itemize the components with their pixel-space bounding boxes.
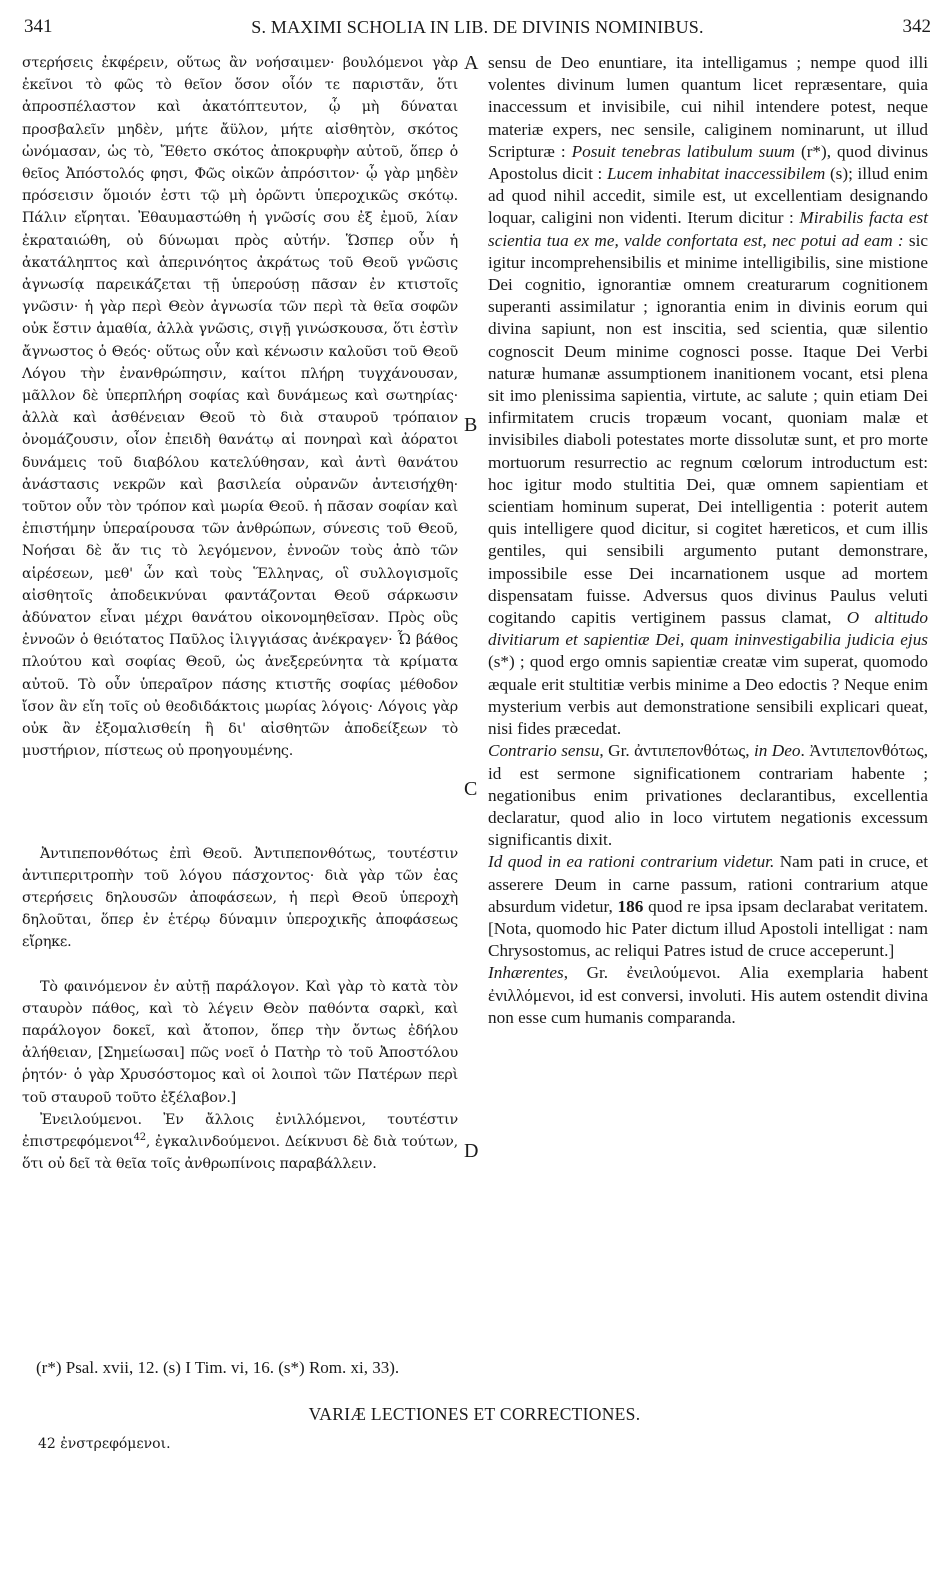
greek-paragraph-4 — [22, 1109, 458, 1176]
latin-paragraph-1 — [488, 52, 928, 740]
running-title: S. MAXIMI SCHOLIA IN LIB. DE DIVINIS NOMINIBUS. — [251, 17, 704, 37]
lemma: Contrario sensu — [488, 741, 600, 761]
latin-text: sensu de Deo enuntiare, ita intelligamus ; nempe quod illi volentes divinum lumen quantum licet repræsentare, quia inaccessum et invisibile, cui nihil intendere potest, neque materiæ expers, nec sensile, caliginem nominarunt, ut illud Scripturæ : — [488, 53, 928, 161]
latin-paragraph-3 — [488, 851, 928, 962]
footnote-references: (r*) Psal. xvii, 12. (s) I Tim. vi, 16. (s*) Rom. xi, 33). — [36, 1358, 400, 1377]
margin-letter-b: B — [464, 414, 478, 436]
page-number-right: 342 — [902, 16, 931, 37]
margin-letter-a: A — [464, 52, 479, 74]
latin-paragraph-2 — [488, 740, 928, 851]
latin-paragraph-4 — [488, 962, 928, 1029]
column-gap — [22, 954, 458, 976]
lemma: Id quod in ea rationi contrarium videtur. — [488, 852, 775, 872]
latin-quote: Lucem inhabitat inaccessibilem — [606, 164, 826, 184]
footnote-marker: 42 — [133, 1132, 146, 1144]
section-heading: VARIÆ LECTIONES ET CORRECTIONES. — [308, 1404, 641, 1424]
latin-quote: O altitudo divitiarum et sapientiæ Dei, quam ininvestigabilia judicia ejus — [488, 608, 929, 650]
margin-letter-d: D — [464, 1140, 479, 1162]
latin-text: sic igitur incomprehensibilis et minime intelligibilis, sine mistione Dei cognitio, ignorantiæ omnem creaturarum cognitionem superanti assimilatur ; ignorantia enim in divinis eorum qui divina sapiunt, non est inscitia, sed scientia, quæ silentio cognoscit Deum minime cognosci posse. Itaque Dei Verbi naturæ humanæ assumptionem inanitionem vocant, etsi plena sit imo plenissima sapientia, virtute, ac salute ; quin etiam Dei infirmitatem crucis tropæum vocant, quoniam malæ et invisibiles diaboli potestates morte dissolutæ sunt, et pro morte mortuorum resurrectio ac regnum cœlorum introductum est: hoc igitur modo stultitia Dei, quæ omnem sapientiam et scientiam hominum superat, Dei intelligentia : poterit autem quis intelligere quod dicitur, si cogitet hæreticos, et cum illis gentiles, qui sensibili argumento putant demonstrare, impossibile esse Dei incarnationem usque ad mortem dispensatam fuisse. Adversus quos divinus Paulus veluti cogitando capitis vertiginem passus clamat, — [488, 230, 929, 628]
latin-text: (s); illud enim ad quod nihil accedit, simile est, ut excellentiam designando loquar, caligini non videnti. Iterum dicitur : — [488, 164, 929, 228]
greek-column — [22, 52, 458, 1175]
greek-text: , ἐγκαλινδούμενοι. Δείκνυσι δὲ διὰ τούτων, ὅτι οὐ δεῖ τὰ θεῖα τοῖς ἀνθρωπίνοις παραβάλλειν. — [22, 1133, 458, 1173]
latin-text: (s*) ; quod ergo omnis sapientiæ creatæ vim superat, quomodo æquale erit stultitiæ verbis minime a Deo edoctis ? Neque enim mysterium verbis aut demonstratione sensibili explicari queat, nisi fides præcedat. — [488, 652, 928, 739]
greek-paragraph-1: στερήσεις ἐκφέρειν, οὕτως ἂν νοήσαιμεν· βουλόμενοι γὰρ ἐκεῖνοι τὸ φῶς τὸ θεῖον ὅσον οἷόν τε παριστᾶν, ὅτι ἀπροσπέλαστον καὶ ἀκατόπτευτον, ᾧ μὴ δύναται προσβαλεῖν μηδὲν, μήτε ἄϋλον, μήτε αἰσθητὸν, σκότος ὠνόμασαν, ὡς τὸ, Ἔθετο σκότος ἀποκρυφὴν αὐτοῦ, ὅπερ ὁ θεῖος Ἀπόστολός φησι, Φῶς οἰκῶν ἀπρόσιτον· ᾧ γὰρ μηδὲν πρόσεισιν ὅμοιόν ἐστι τῷ μὴ ὁρῶντι ὑπεροχικῶς σκότῳ. Πάλιν εἴρηται. Ἐθαυμαστώθη ἡ γνῶσίς σου ἐξ ἐμοῦ, λίαν ἐκραταιώθη, οὐ δύνωμαι πρὸς αὐτήν. Ὥσπερ οὖν ἡ ἀκατάληπτος καὶ ἀπερινόητος ἀκράτως τοῦ Θεοῦ γνῶσις ἀγνωσίᾳ παρεικάζεται τῇ ὑπερούσῃ πᾶσαν ἐν κτιστοῖς γνῶσιν· ἡ γὰρ περὶ Θεὸν ἀγνωσία τῶν περὶ τὰ θεῖα σοφῶν οὐκ ἔστιν ἀμαθία, ἀλλὰ γνῶσις, σιγῇ γινώσκουσα, ὅτι ἐστὶν ἄγνωστος ὁ Θεός· οὕτως οὖν καὶ κένωσιν καλοῦσι τοῦ Θεοῦ Λόγου τὴν ἐνανθρώπησιν, καίτοι πλήρη τυγχάνουσαν, μᾶλλον δὲ ὑπερπλήρη σοφίας καὶ δυνάμεως καὶ σωτηρίας· ἀλλὰ καὶ ἀσθένειαν Θεοῦ τὸ διὰ σταυροῦ τρόπαιον ὀνομάζουσιν, οἷον ἐπειδὴ θανάτῳ αἱ πονηραὶ καὶ ἀόρατοι δυνάμεις τοῦ διαβόλου κατελύθησαν, καὶ ἀντὶ θανάτου ἀνάστασις νεκρῶν καὶ βασιλεία οὐρανῶν ἀντεισήχθη· τοῦτον οὖν τὸν τρόπον καὶ μωρία Θεοῦ. ἡ πᾶσαν σοφίαν καὶ ἐπιστήμην ὑπεραίρουσα τῶν ἀνθρώπων, σύνεσις τοῦ Θεοῦ, Νοήσαι δὲ ἄν τις τὸ λεγόμενον, ἐννοῶν τοὺς ἀπὸ τῶν αἱρέσεων, μεθ' ὧν καὶ τοὺς Ἕλληνας, οἳ συλλογισμοῖς αἰσθητοῖς ἀποδεικνύναι φαντάζονται Θεοῦ σάρκωσιν ἀδύνατον εἶναι μέχρι θανάτου οἰκονομηθεῖσαν. Πρὸς οὓς ἐννοῶν ὁ θειότατος Παῦλος ἰλιγγιάσας ἀνέκραγεν· Ὦ βάθος πλούτου καὶ σοφίας Θεοῦ, ὡς ἀνεξερεύνητα τὰ κρίματα αὐτοῦ. Τὸ οὖν ὑπεραῖρον πάσης κτιστῆς σοφίας μέθοδον ἴσον ἂν εἴη τοῖς οὐ θεοδιδάκτοις μωρίας λόγοις· Λόγοις γὰρ οὐκ ἂν ἐξομαλισθείη ἢ δι' αἰσθητῶν ἀποδείξεων τὸ μυστήριον, πίστεως οὐ προηγουμένης. — [22, 55, 458, 760]
page-number-left: 341 — [24, 16, 53, 37]
page-header — [24, 16, 931, 42]
latin-text: , Gr. ἀντιπεπονθότως, — [599, 741, 750, 761]
column-gap — [22, 763, 458, 843]
lemma: in Deo — [753, 741, 801, 761]
latin-text: , Gr. ἐνειλούμενοι. Alia exemplaria habent ἐνιλλόμενοι, id est conversi, involuti. His autem ostendit divina non esse cum humanis comparanda. — [488, 963, 928, 1027]
latin-text: (r*), quod divinus Apostolus dicit : — [488, 141, 929, 184]
column-number: 186 — [617, 896, 644, 916]
lemma: Inhærentes — [488, 963, 564, 983]
latin-quote: Posuit tenebras latibulum suum — [571, 141, 795, 161]
latin-column — [488, 52, 928, 1029]
greek-paragraph-3: Τὸ φαινόμενον ἐν αὐτῇ παράλογον. Καὶ γὰρ τὸ κατὰ τὸν σταυρὸν πάθος, καὶ τὸ λέγειν Θεὸν παθόντα σαρκὶ, καὶ παράλογον δοκεῖ, καὶ ἄτοπον, ὅπερ τὴν ὄντως ἐδήλου ἀλήθειαν, [Σημείωσαι] πῶς νοεῖ ὁ Πατὴρ τὸ τοῦ Ἀποστόλου ῥητόν· ὁ γὰρ Χρυσόστομος καὶ οἱ λοιποὶ τῶν Πατέρων περὶ τοῦ σταυροῦ τοῦτο ἐξέλαβον.] — [22, 978, 458, 1106]
greek-paragraph-2: Ἀντιπεπονθότως ἐπὶ Θεοῦ. Ἀντιπεπονθότως, τουτέστιν ἀντιπεριτροπὴν τοῦ λόγου πάσχοντος· διὰ γὰρ τῶν ἐας στερήσεις δηλουσῶν ἀποφάσεων, ἡ περὶ Θεοῦ ὑπεροχὴ δηλοῦται, ὅπερ ἐν ἑτέρῳ δύναμιν ὑπεροχικῆς ἀποφάσεως εἴρηκε. — [22, 845, 458, 951]
latin-quote: Mirabilis facta est scientia tua ex me, valde confortata est, nec potui ad eam : — [488, 208, 928, 250]
margin-letter-c: C — [464, 778, 478, 800]
latin-text: Nam pati in cruce, et asserere Deum in carne passum, rationi contrarium atque absurdum videtur, — [488, 852, 929, 916]
latin-text: . Ἀντιπεπονθότως, id est sermone significationem contrariam habente ; negationibus enim privationes declarantibus, excellentia declaratur, quod alio in loco virtutem negationis excessum significantis dixit. — [488, 741, 928, 850]
variant-note: 42 ἐνστρεφόμενοι. — [38, 1436, 171, 1452]
latin-text: quod re ipsa ipsam declarabat veritatem. [Nota, quomodo hic Pater dictum illud Apostoli intelligat : nam Chrysostomus, ac reliqui Patres istud de cruce acceperunt.] — [488, 896, 928, 961]
greek-text: Ἐνειλούμενοι. Ἐν ἄλλοις ἐνιλλόμενοι, τουτέστιν ἐπιστρεφόμενοι — [22, 1111, 458, 1150]
